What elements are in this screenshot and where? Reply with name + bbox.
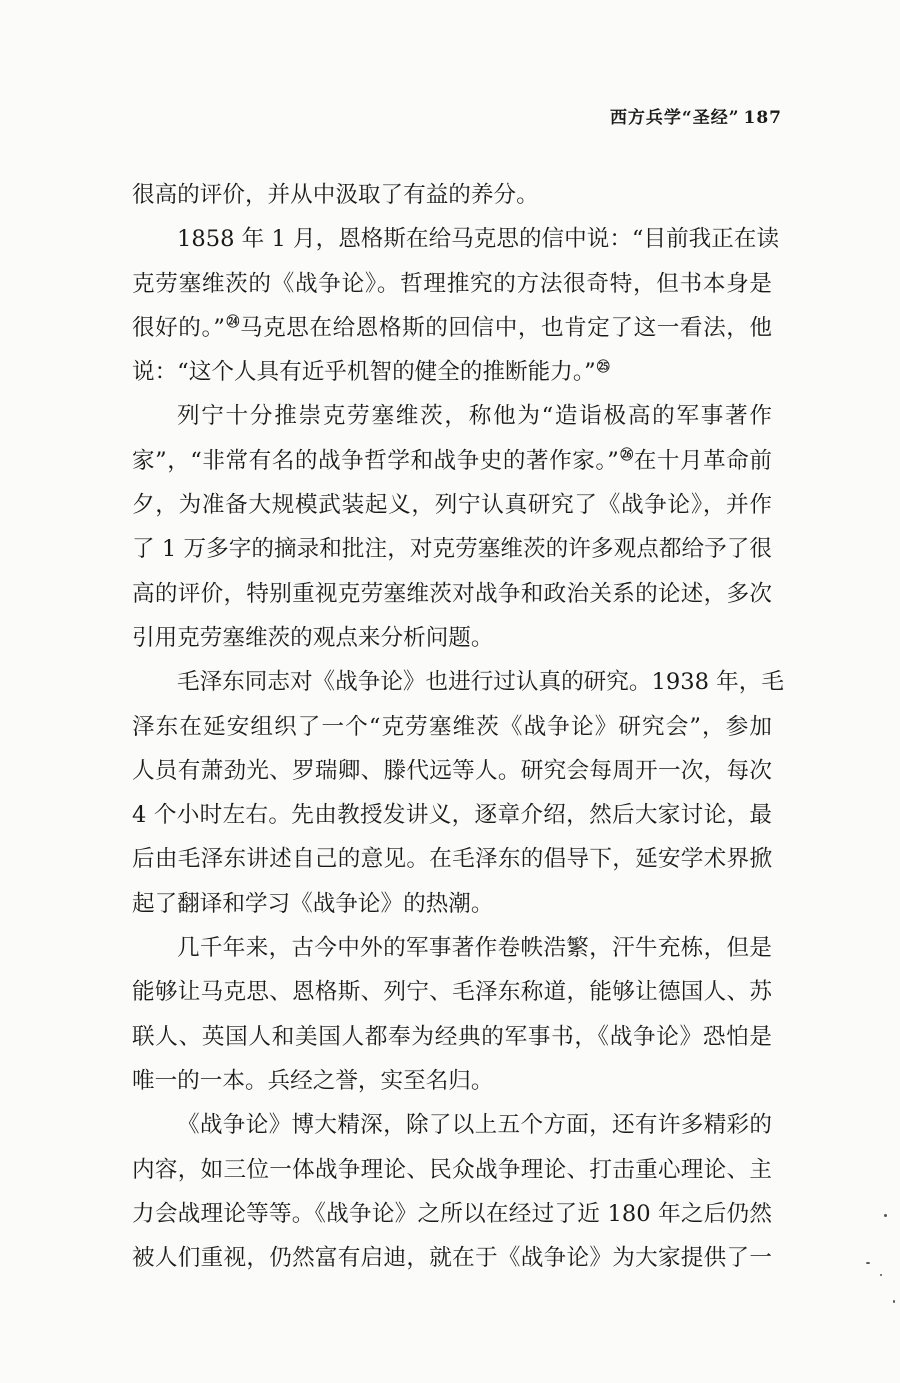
text-line: 起了翻译和学习《战争论》的热潮。	[132, 890, 494, 917]
text-line: 后由毛泽东讲述自己的意见。在毛泽东的倡导下，延安学术界掀	[132, 846, 772, 873]
text-line: 列宁十分推崇克劳塞维茨，称他为“造诣极高的军事著作	[177, 403, 772, 430]
footnote-marker: ㉔	[225, 315, 240, 331]
text-line: 克劳塞维茨的《战争论》。哲理推究的方法很奇特，但书本身是	[132, 270, 772, 297]
footnote-marker: ㉕	[596, 359, 610, 375]
text-line: 被人们重视，仍然富有启迪，就在于《战争论》为大家提供了一	[132, 1245, 772, 1272]
header-title: 西方兵学“圣经”	[609, 108, 740, 128]
text-line: 引用克劳塞维茨的观点来分析问题。	[132, 624, 494, 651]
text-line: 4 个小时左右。先由教授发讲义，逐章介绍，然后大家讨论，最	[132, 802, 772, 829]
text-line: 高的评价，特别重视克劳塞维茨对战争和政治关系的论述，多次	[132, 580, 772, 607]
text-line: 泽东在延安组织了一个“克劳塞维茨《战争论》研究会”，参加	[132, 713, 772, 740]
text-line: 很高的评价，并从中汲取了有益的养分。	[132, 182, 539, 208]
text-line: 人员有萧劲光、罗瑞卿、滕代远等人。研究会每周开一次，每次	[132, 757, 772, 784]
scan-speck	[884, 1214, 887, 1217]
text-line: 毛泽东同志对《战争论》也进行过认真的研究。1938 年，毛	[177, 669, 784, 696]
footnote-marker: ㉖	[619, 448, 634, 464]
text-line: 力会战理论等等。《战争论》之所以在经过了近 180 年之后仍然	[132, 1200, 772, 1227]
running-header	[610, 103, 782, 128]
text-line: 1858 年 1 月，恩格斯在给马克思的信中说：“目前我正在读	[177, 226, 780, 253]
text-line: 内容，如三位一体战争理论、民众战争理论、打击重心理论、主	[132, 1156, 772, 1183]
scan-speck	[866, 1262, 870, 1264]
text-line: 几千年来，古今中外的军事著作卷帙浩繁，汗牛充栋，但是	[177, 935, 772, 962]
text-line: 很好的。”$^㉔$马克思在给恩格斯的回信中，也肯定了这一看法，他	[132, 314, 772, 341]
text-line: 《战争论》博大精深，除了以上五个方面，还有许多精彩的	[177, 1112, 772, 1139]
text-line: 能够让马克思、恩格斯、列宁、毛泽东称道，能够让德国人、苏	[132, 979, 772, 1006]
text-line: 夕，为准备大规模武装起义，列宁认真研究了《战争论》，并作	[132, 492, 772, 519]
text-line: 唯一的一本。兵经之誉，实至名归。	[132, 1067, 494, 1094]
text-line: 家”，“非常有名的战争哲学和战争史的著作家。”$^㉖$在十月革命前	[132, 447, 772, 474]
scan-speck	[880, 1274, 882, 1276]
text-line: 说：“这个人具有近乎机智的健全的推断能力。”$^㉕$	[132, 359, 610, 386]
scan-speck	[893, 1300, 895, 1303]
page-number: 187	[743, 108, 782, 128]
text-line: 联人、英国人和美国人都奉为经典的军事书，《战争论》恐怕是	[132, 1023, 772, 1050]
body-text	[132, 173, 784, 1280]
text-line: 了 1 万多字的摘录和批注，对克劳塞维茨的许多观点都给予了很	[132, 536, 772, 563]
